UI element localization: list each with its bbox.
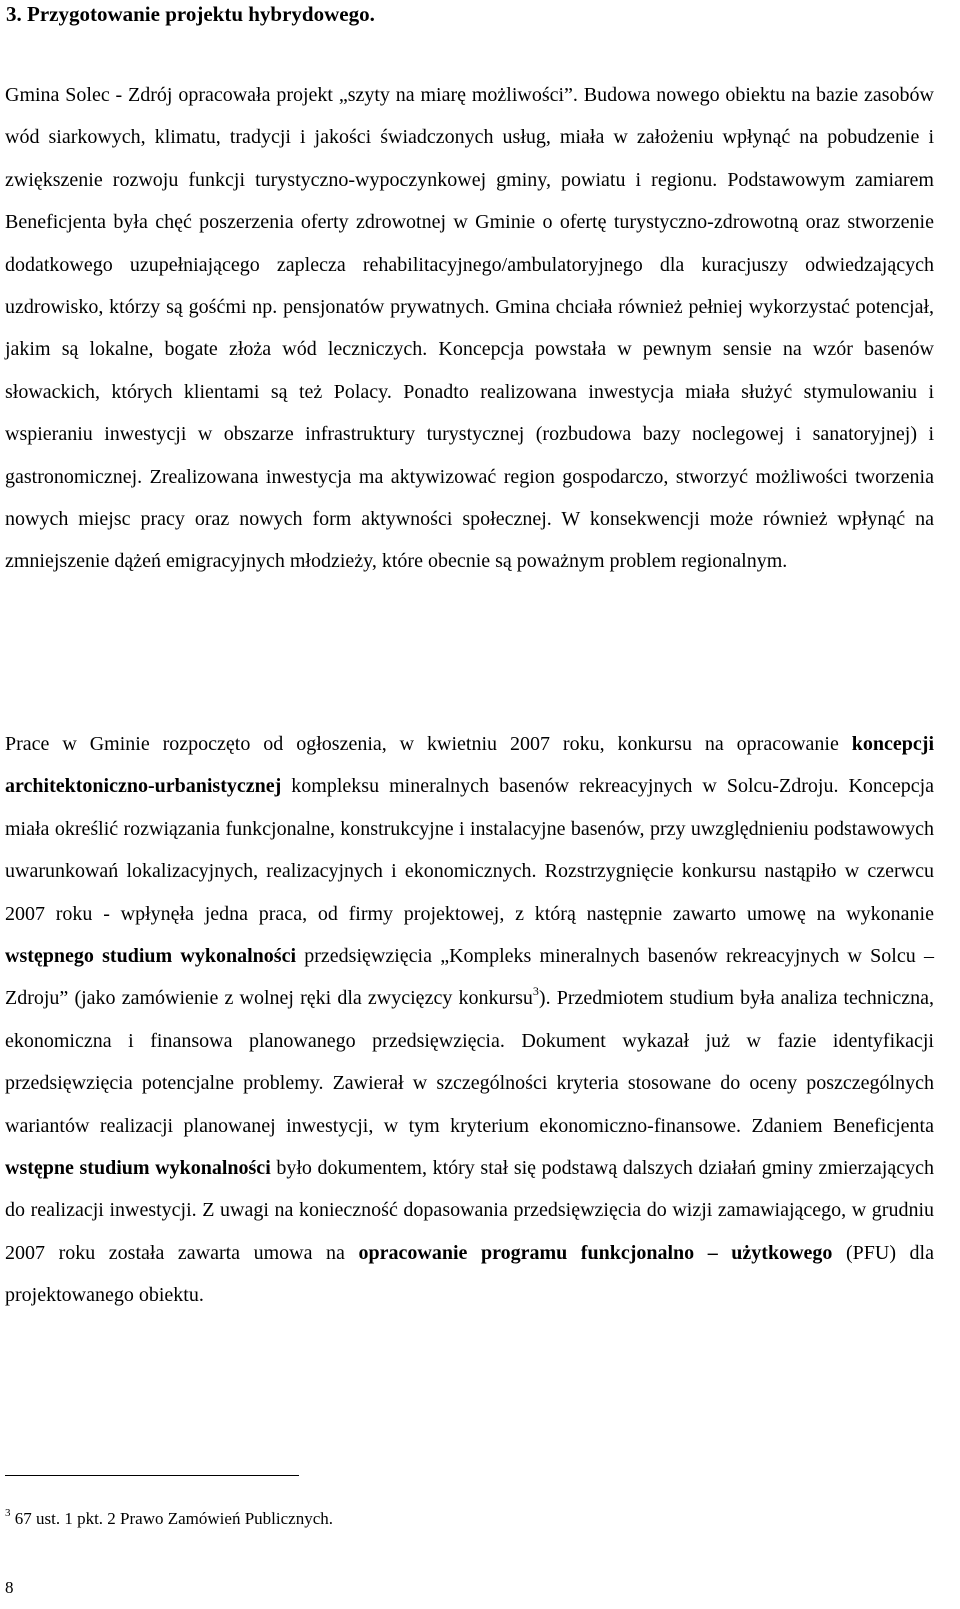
paragraph-2 (5, 723, 934, 1317)
footnote (5, 1508, 333, 1530)
bold-phrase: koncepcji architektoniczno-urbanistycznej (5, 733, 934, 798)
page-number: 8 (5, 1578, 14, 1597)
text-segment: Gmina Solec - Zdrój opracowała projekt „szyty na miarę możliwości”. Budowa nowego obiektu na bazie zasobów wód siarkowych, klimatu, tradycji i jakości świadczonych usług, miała w założeniu wpłynąć na pobudzenie i zwiększenie rozwoju funkcji turystyczno-wypoczynkowej gminy, powiatu i regionu. Podstawowym zamiarem Beneficjenta była chęć poszerzenia oferty zdrowotnej w Gminie o ofertę turystyczno-zdrowotną oraz stworzenie dodatkowego uzupełniającego zaplecza rehabilitacyjnego/ambulatoryjnego dla kuracjuszy odwiedzających uzdrowisko, którzy są gośćmi np. pensjonatów prywatnych. Gmina chciała również pełniej wykorzystać potencjał, jakim są lokalne, bogate złoża wód leczniczych. Koncepcja powstała w pewnym sensie na wzór basenów słowackich, których klientami są też Polacy. Ponadto realizowana inwestycja miała służyć stymulowaniu i wspieraniu inwestycji w obszarze infrastruktury turystycznej (rozbudowa bazy noclegowej i sanatoryjnej) i gastronomicznej. Zrealizowana inwestycja ma aktywizować region gospodarczo, stworzyć możliwości tworzenia nowych miejsc pracy oraz nowych form aktywności społecznej. W konsekwencji może również wpłynąć na zmniejszenie dążeń emigracyjnych młodzieży, które obecnie są poważnym problem regionalnym. (5, 84, 934, 573)
text-segment: Prace w Gminie rozpoczęto od ogłoszenia, w kwietniu 2007 roku, konkursu na opracowanie (5, 733, 852, 755)
paragraph-1 (5, 74, 934, 583)
text-segment: (PFU) dla projektowanego obiektu. (5, 1241, 934, 1307)
footnote-text: 67 ust. 1 pkt. 2 Prawo Zamówień Publicznych. (10, 1509, 333, 1528)
footnote-separator (5, 1475, 299, 1476)
footnote-marker: 3 (5, 1507, 11, 1519)
text-segment: było dokumentem, który stał się podstawą dalszych działań gminy zmierzających do realizacji inwestycji. Z uwagi na konieczność dopasowania przedsięwzięcia do wizji zamawiającego, w grudniu 2007 roku została zawarta umowa na (5, 1157, 934, 1264)
text-segment: przedsięwzięcia „Kompleks mineralnych basenów rekreacyjnych w Solcu – Zdroju” (jako zamówienie z wolnej ręki dla zwycięzcy konkursu (5, 945, 934, 1010)
text-segment: kompleksu mineralnych basenów rekreacyjnych w Solcu-Zdroju. Koncepcja miała określić rozwiązania funkcjonalne, konstrukcyjne i instalacyjne basenów, przy uwzględnieniu podstawowych uwarunkowań lokalizacyjnych, realizacyjnych i ekonomicznych. Rozstrzygnięcie konkursu nastąpiło w czerwcu 2007 roku - wpłynęła jedna praca, od firmy projektowej, z którą następnie zawarto umowę na wykonanie (5, 775, 934, 925)
footnote-reference: 3 (532, 984, 539, 999)
bold-phrase: opracowanie programu funkcjonalno – użytkowego (358, 1241, 833, 1264)
bold-phrase: wstępnego studium wykonalności (5, 945, 296, 968)
bold-phrase: wstępne studium wykonalności (5, 1157, 271, 1180)
text-segment: ). Przedmiotem studium była analiza techniczna, ekonomiczna i finansowa planowanego przedsięwzięcia. Dokument wykazał już w fazie identyfikacji przedsięwzięcia potencjalne problemy. Zawierał w szczególności kryteria stosowane do oceny poszczególnych wariantów realizacji planowanej inwestycji, w tym kryterium ekonomiczno-finansowe. Zdaniem Beneficjenta (5, 987, 934, 1137)
section-heading: 3. Przygotowanie projektu hybrydowego. (6, 2, 375, 26)
